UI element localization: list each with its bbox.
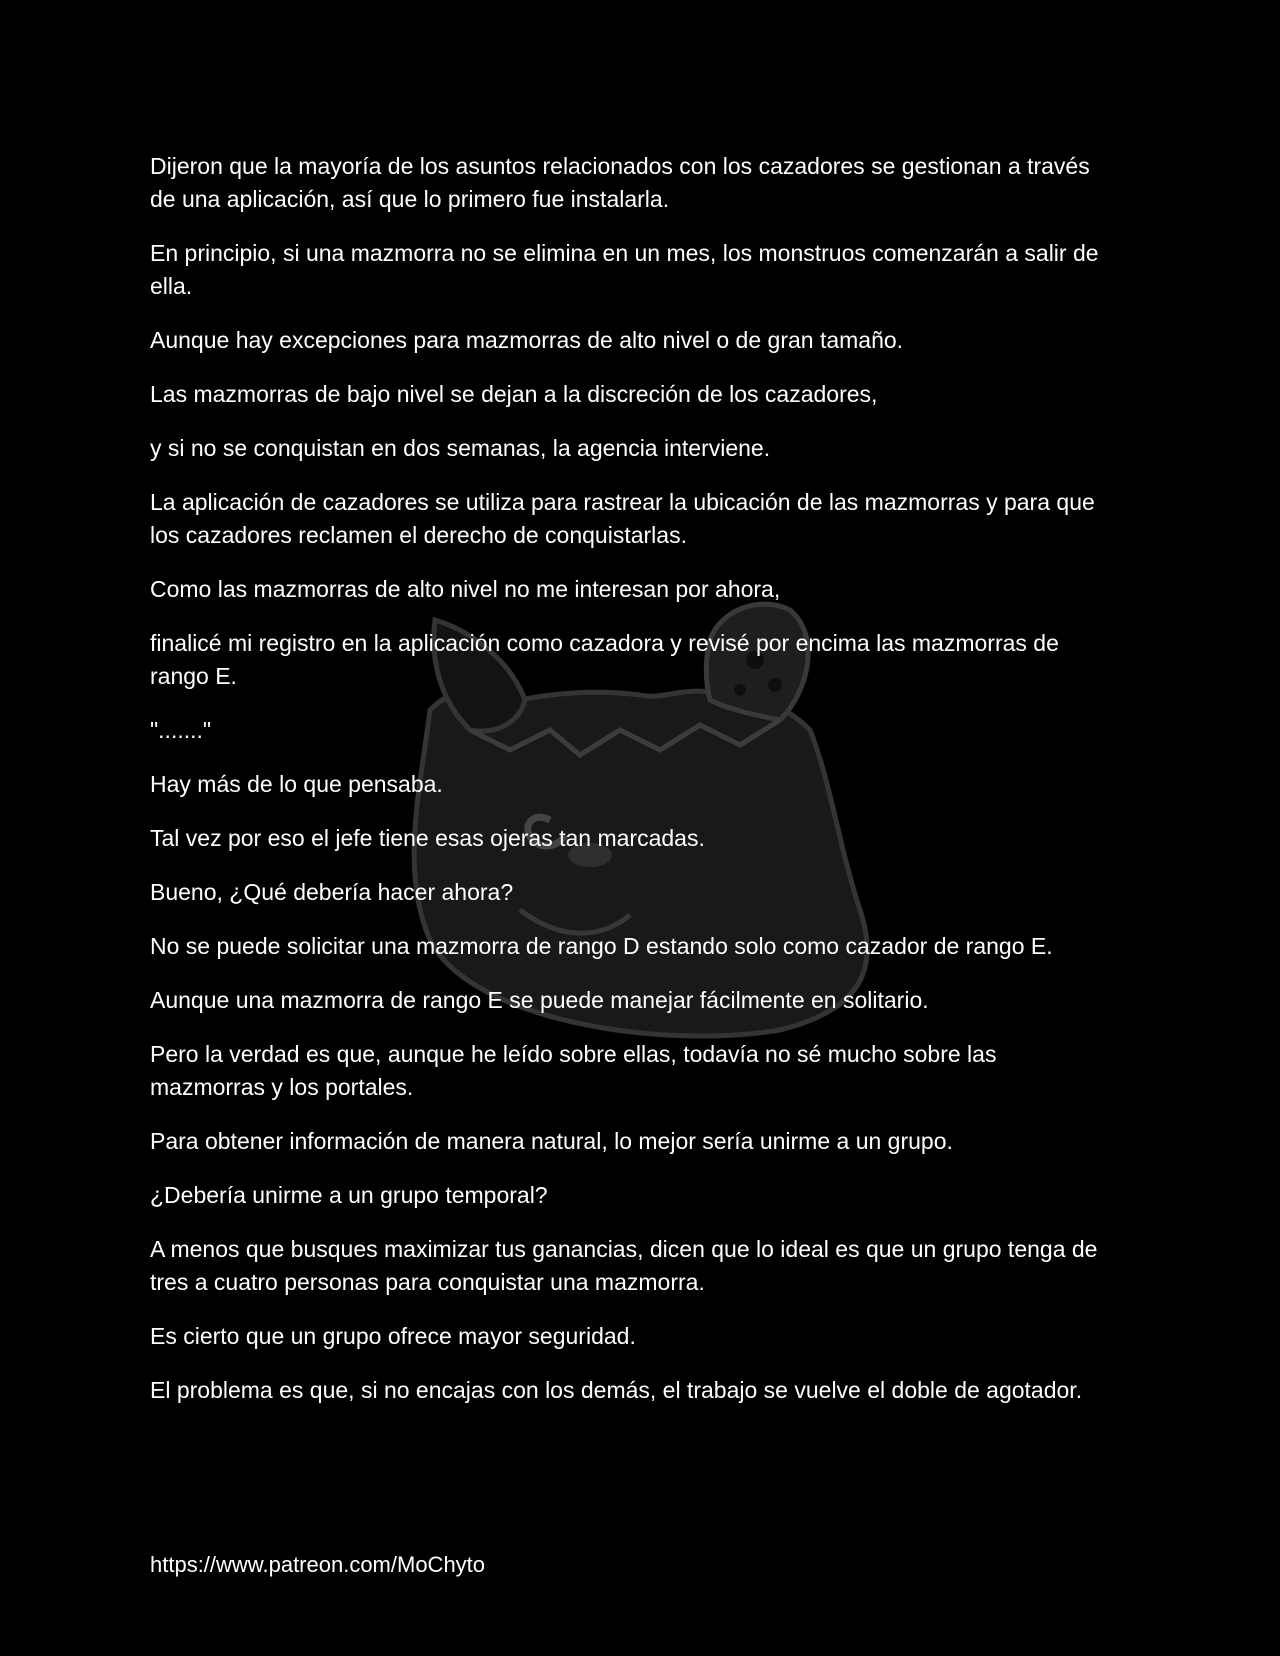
paragraph: Es cierto que un grupo ofrece mayor seguridad.	[150, 1323, 636, 1349]
paragraph: y si no se conquistan en dos semanas, la agencia interviene.	[150, 435, 771, 461]
paragraph: Tal vez por eso el jefe tiene esas ojeras tan marcadas.	[150, 825, 705, 851]
paragraph: Bueno, ¿Qué debería hacer ahora?	[150, 879, 514, 905]
paragraph: Aunque una mazmorra de rango E se puede manejar fácilmente en solitario.	[150, 987, 929, 1013]
paragraph: ¿Debería unirme a un grupo temporal?	[150, 1182, 548, 1208]
paragraph: Hay más de lo que pensaba.	[150, 771, 443, 797]
paragraph: No se puede solicitar una mazmorra de rango D estando solo como cazador de rango E.	[150, 933, 1053, 959]
paragraph: Las mazmorras de bajo nivel se dejan a la discreción de los cazadores,	[150, 381, 878, 407]
paragraph: "......."	[150, 717, 212, 743]
paragraph: La aplicación de cazadores se utiliza para rastrear la ubicación de las mazmorras y para que los cazadores reclamen el derecho de conquistarlas.	[150, 489, 1095, 548]
paragraph: El problema es que, si no encajas con los demás, el trabajo se vuelve el doble de agotador.	[150, 1377, 1083, 1403]
paragraph: Pero la verdad es que, aunque he leído sobre ellas, todavía no sé mucho sobre las mazmorras y los portales.	[150, 1041, 997, 1100]
paragraph: Dijeron que la mayoría de los asuntos relacionados con los cazadores se gestionan a través de una aplicación, así que lo primero fue instalarla.	[150, 153, 1090, 212]
patreon-link[interactable]: https://www.patreon.com/MoChyto	[150, 1552, 486, 1577]
paragraph: Como las mazmorras de alto nivel no me interesan por ahora,	[150, 576, 781, 602]
paragraph: finalicé mi registro en la aplicación como cazadora y revisé por encima las mazmorras de rango E.	[150, 630, 1059, 689]
paragraph: En principio, si una mazmorra no se elimina en un mes, los monstruos comenzarán a salir de ella.	[150, 240, 1099, 299]
paragraph: A menos que busques maximizar tus ganancias, dicen que lo ideal es que un grupo tenga de tres a cuatro personas para conquistar una mazmorra.	[150, 1236, 1098, 1295]
document-body	[150, 150, 1110, 1428]
paragraph: Para obtener información de manera natural, lo mejor sería unirme a un grupo.	[150, 1128, 953, 1154]
paragraph: Aunque hay excepciones para mazmorras de alto nivel o de gran tamaño.	[150, 327, 904, 353]
